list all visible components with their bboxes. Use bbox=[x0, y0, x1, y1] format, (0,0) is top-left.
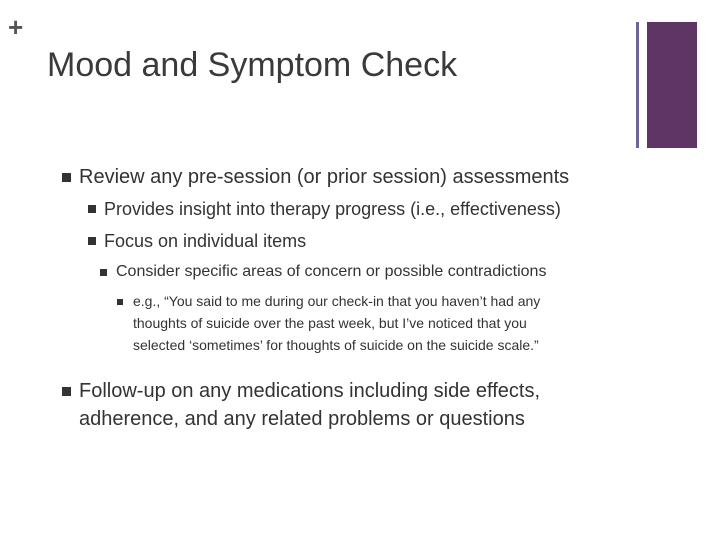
plus-icon: + bbox=[8, 12, 24, 42]
bullet-insight: Provides insight into therapy progress (i.e., effectiveness) bbox=[104, 199, 561, 219]
square-bullet-icon bbox=[117, 299, 123, 305]
bullet-followup-line-2: adherence, and any related problems or questions bbox=[79, 408, 525, 430]
square-bullet-icon bbox=[88, 237, 96, 245]
bullet-example-line-1: e.g., “You said to me during our check-in that you haven’t had any bbox=[133, 293, 541, 309]
accent-bar-thick bbox=[647, 22, 697, 148]
slide-title: Mood and Symptom Check bbox=[47, 46, 458, 84]
bullet-consider: Consider specific areas of concern or possible contradictions bbox=[116, 263, 547, 280]
bullet-focus: Focus on individual items bbox=[104, 231, 307, 251]
square-bullet-icon bbox=[62, 173, 71, 182]
square-bullet-icon bbox=[62, 387, 71, 396]
bullet-example-line-2: thoughts of suicide over the past week, but I’ve noticed that you bbox=[133, 315, 527, 331]
square-bullet-icon bbox=[100, 269, 107, 276]
bullet-review: Review any pre-session (or prior session) assessments bbox=[79, 166, 570, 188]
bullet-followup-line-1: Follow-up on any medications including side effects, bbox=[79, 380, 540, 402]
accent-bar-thin bbox=[636, 22, 639, 148]
bullet-example-line-3: selected ‘sometimes’ for thoughts of suicide on the suicide scale.” bbox=[133, 337, 539, 353]
square-bullet-icon bbox=[88, 205, 96, 213]
